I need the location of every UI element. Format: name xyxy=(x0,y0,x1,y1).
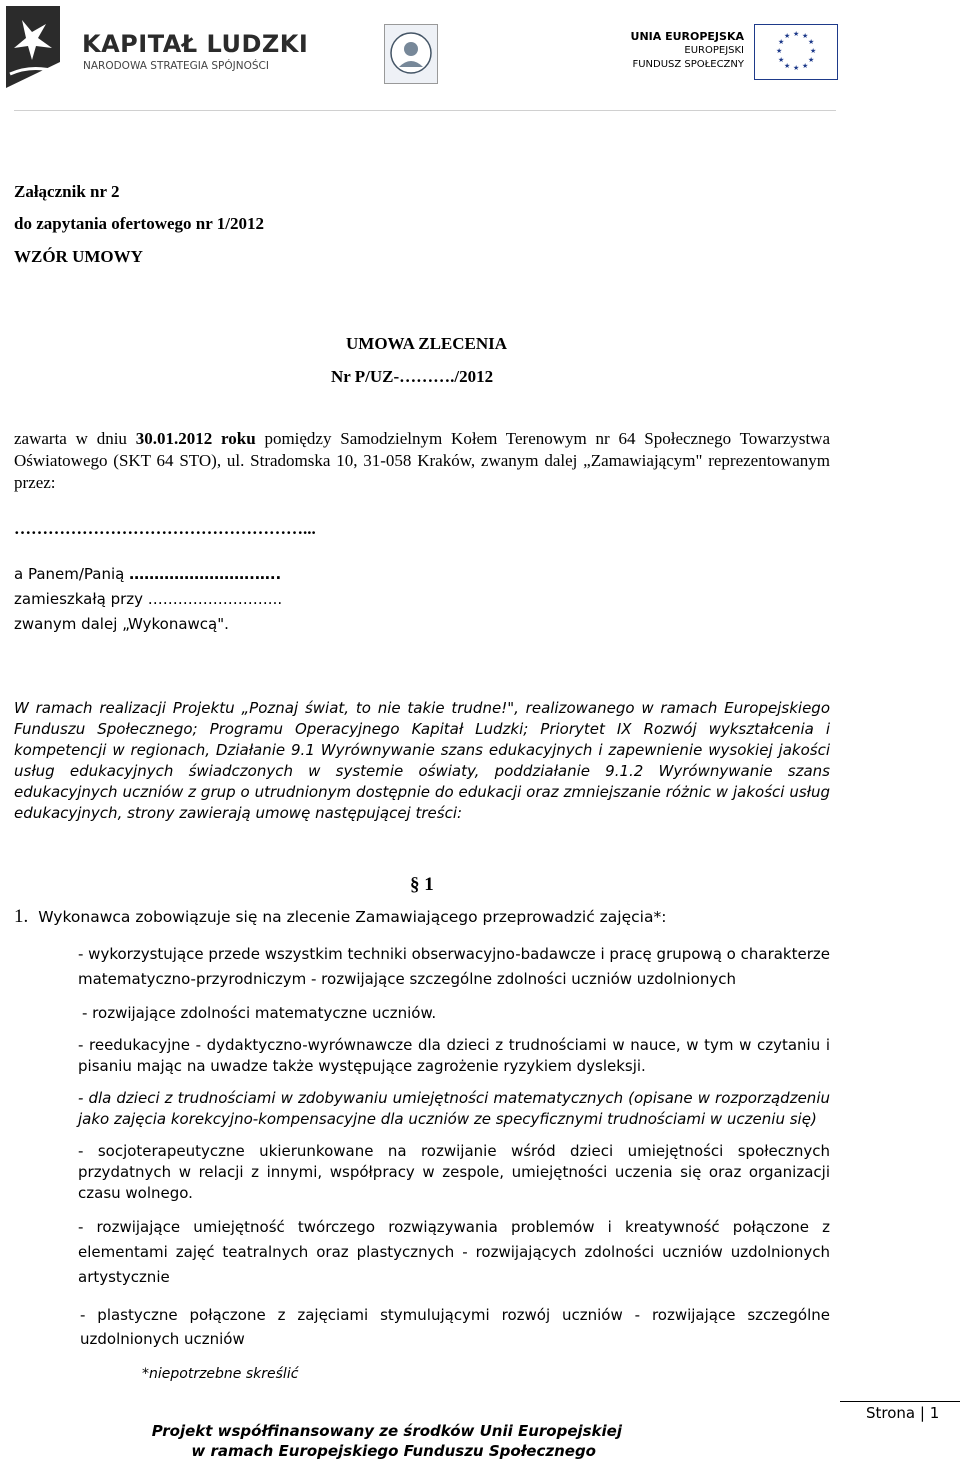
eu-line1: UNIA EUROPEJSKA xyxy=(630,30,744,43)
intro-prefix: zawarta w dniu xyxy=(14,429,136,448)
template-label: WZÓR UMOWY xyxy=(14,247,143,266)
svg-text:★: ★ xyxy=(793,30,800,38)
svg-text:★: ★ xyxy=(778,56,785,64)
intro-body: pomiędzy Samodzielnym Kołem Terenowym nr 64 Społecznego Towarzystwa Oświatowego (SKT 64 STO), ul. Stradomska 10, 31-058 Kraków, zwanym dalej „Zamawiającym" reprezentowanym przez: xyxy=(14,429,830,492)
footer-line-2: w ramach Europejskiego Funduszu Społecznego xyxy=(191,1442,596,1460)
bullet-1: - wykorzystujące przede wszystkim techniki obserwacyjno-badawcze i pracę grupową o charakterze matematyczno-przyrodniczym - rozwijające szczególne zdolności uczniów uzdolnionych xyxy=(78,945,830,988)
eu-line2: EUROPEJSKI xyxy=(684,45,744,56)
item-1 xyxy=(14,906,666,928)
school-seal-logo xyxy=(384,24,438,84)
svg-text:★: ★ xyxy=(793,64,800,72)
kapital-ludzki-emblem-icon xyxy=(2,2,72,90)
portrait-seal-icon xyxy=(385,25,437,83)
kl-title: KAPITAŁ LUDZKI xyxy=(82,30,309,58)
item-1-text: Wykonawca zobowiązuje się na zlecenie Zamawiającego przeprowadzić zajęcia*: xyxy=(38,908,667,926)
bullet-5: - socjoterapeutyczne ukierunkowane na rozwijanie wśród dzieci umiejętności społecznych przydatnych w relacji z innymi, współpracy w zespole, umiejętności uczenia się oraz organizacji czasu wolnego. xyxy=(78,1142,830,1202)
item-1-number: 1. xyxy=(14,906,29,927)
bullet-7: - plastyczne połączone z zajęciami stymulującymi rozwój uczniów - rozwijające szczególne uzdolnionych uczniów xyxy=(80,1306,830,1348)
contractor-line: zwanym dalej „Wykonawcą". xyxy=(14,615,229,633)
svg-text:★: ★ xyxy=(776,47,783,55)
bullet-4: - dla dzieci z trudnościami w zdobywaniu umiejętności matematycznych (opisane w rozporządzeniu jako zajęcia korekcyjno-kompensacyjne dla uczniów ze specyficznymi trudnościami w uczeniu się) xyxy=(78,1089,830,1128)
section-heading: § 1 xyxy=(410,874,434,895)
footer-line-1: Projekt współfinansowany ze środków Unii Europejskiej xyxy=(151,1422,622,1440)
eu-line3: FUNDUSZ SPOŁECZNY xyxy=(632,59,744,70)
footnote: *niepotrzebne skreślić xyxy=(142,1366,299,1382)
contract-number: Nr P/UZ-………./2012 xyxy=(331,367,494,386)
contract-title: UMOWA ZLECENIA xyxy=(346,334,508,353)
inquiry-label: do zapytania ofertowego nr 1/2012 xyxy=(14,214,264,233)
header-divider xyxy=(14,110,836,111)
eu-logo xyxy=(628,22,838,82)
party-line: a Panem/Panią …………………….….. xyxy=(14,565,282,583)
svg-text:★: ★ xyxy=(808,38,815,46)
footer-divider xyxy=(840,1401,960,1402)
attachment-label: Załącznik nr 2 xyxy=(14,182,120,201)
svg-text:★: ★ xyxy=(778,38,785,46)
eu-flag-icon xyxy=(754,24,838,80)
project-paragraph: W ramach realizacji Projektu „Poznaj świat, to nie takie trudne!", realizowanego w ramach Europejskiego Funduszu Społecznego; Programu Operacyjnego Kapitał Ludzki; Priorytet IX Rozwój wykształcenia i kompetencji w regionach, Działanie 9.1 Wyrównywanie szans edukacyjnych i zapewnienie wysokiej jakości usług edukacyjnych świadczonych w systemie oświaty, poddziałanie 9.1.2 Wyrównywanie szans edukacyjnych uczniów z grup o utrudnionym dostępnie do edukacji oraz zmniejszanie różnic w jakości usług edukacyjnych, strony zawierają umowę następującej treści: xyxy=(14,699,830,822)
kapital-ludzki-logo xyxy=(2,2,309,90)
kl-subtitle: NARODOWA STRATEGIA SPÓJNOŚCI xyxy=(83,60,269,72)
intro-date: 30.01.2012 roku xyxy=(135,429,256,448)
intro-paragraph xyxy=(14,428,830,494)
svg-text:★: ★ xyxy=(810,47,817,55)
svg-text:★: ★ xyxy=(784,62,791,70)
residing-line: zamieszkałą przy ……………………... xyxy=(14,590,283,608)
bullet-3: - reedukacyjne - dydaktyczno-wyrównawcze dla dzieci z trudnościami w nauce, w tym w czytaniu i pisaniu mając na uwadze także występujące zagrożenie ryzykiem dysleksji. xyxy=(78,1036,830,1075)
svg-text:★: ★ xyxy=(802,32,809,40)
svg-text:★: ★ xyxy=(808,56,815,64)
bullet-6: - rozwijające umiejętność twórczego rozwiązywania problemów i kreatywność połączone z elementami zajęć teatralnych oraz plastycznych - rozwijających zdolności uczniów uzdolnionych artystycznie xyxy=(78,1218,830,1286)
svg-text:★: ★ xyxy=(802,62,809,70)
bullet-2: - rozwijające zdolności matematyczne uczniów. xyxy=(82,1004,437,1022)
svg-text:★: ★ xyxy=(784,32,791,40)
representative-dots: ……………………………………………... xyxy=(14,519,316,538)
page-number: Strona | 1 xyxy=(866,1404,940,1422)
